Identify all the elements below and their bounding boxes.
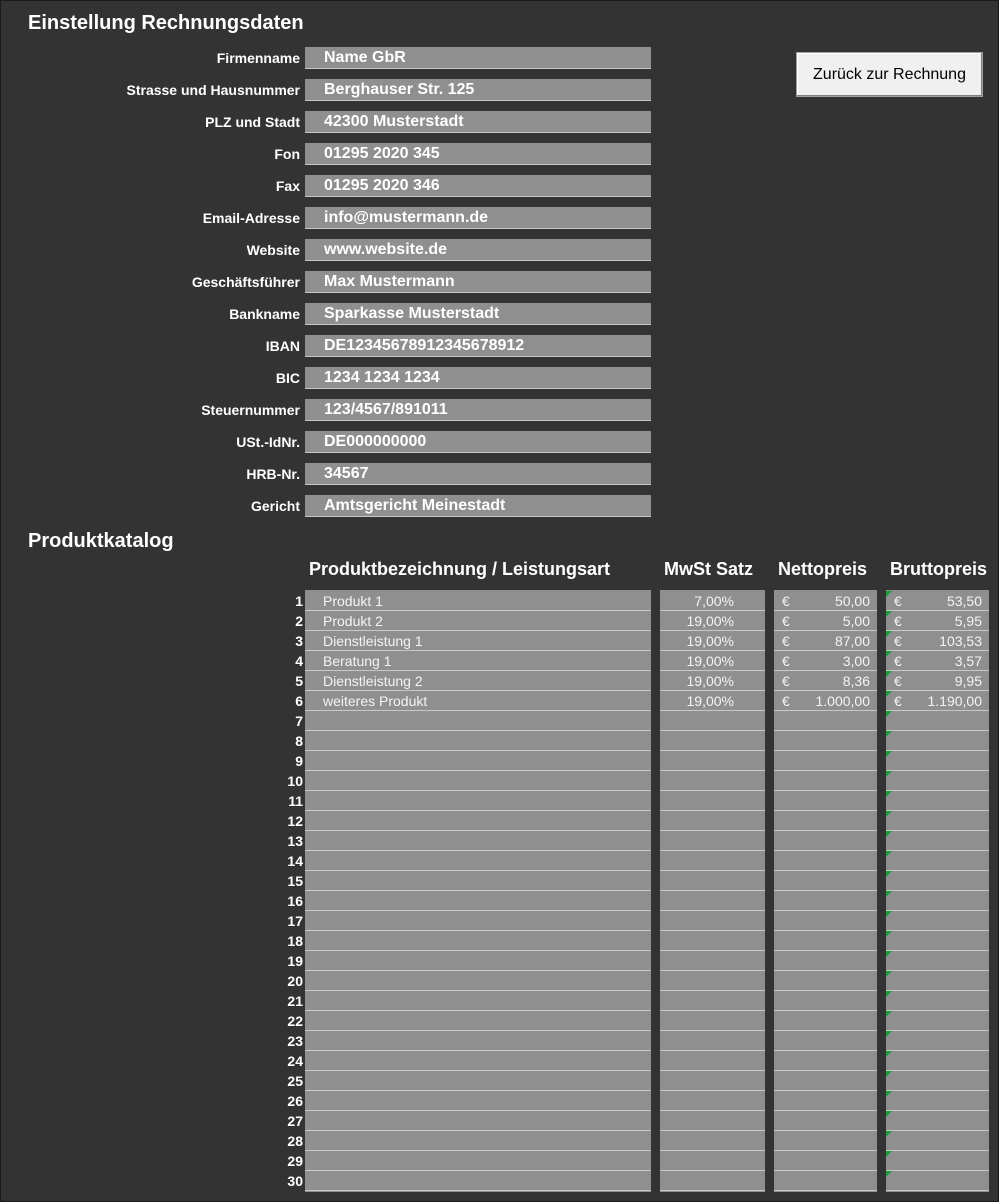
gross-price-cell[interactable] <box>886 1071 989 1091</box>
form-row <box>0 111 660 133</box>
currency-symbol: € <box>782 673 790 689</box>
field-input[interactable]: Berghauser Str. 125 <box>305 79 651 101</box>
gross-price-cell[interactable] <box>886 1011 989 1031</box>
net-price-cell[interactable] <box>774 631 877 651</box>
product-name-cell[interactable] <box>305 811 651 831</box>
gross-price-cell[interactable] <box>886 1051 989 1071</box>
net-price-cell[interactable] <box>774 771 877 791</box>
product-name-cell[interactable] <box>305 1051 651 1071</box>
catalog-title: Produktkatalog <box>28 530 174 552</box>
field-input[interactable]: www.website.de <box>305 239 651 261</box>
mwst-cell[interactable] <box>660 1151 765 1171</box>
table-row <box>0 831 999 851</box>
form-row <box>0 463 660 485</box>
product-name-cell[interactable]: Dienstleistung 1 <box>305 631 651 651</box>
row-number: 28 <box>287 1133 303 1149</box>
gross-price-cell[interactable] <box>886 851 989 871</box>
gross-amount: 1.190,00 <box>927 693 982 709</box>
row-number: 23 <box>287 1033 303 1049</box>
form-row <box>0 175 660 197</box>
table-row <box>0 911 999 931</box>
row-number: 20 <box>287 973 303 989</box>
table-row <box>0 1071 999 1091</box>
table-row <box>0 1111 999 1131</box>
mwst-cell[interactable] <box>660 771 765 791</box>
gross-price-cell[interactable] <box>886 651 989 671</box>
form-row <box>0 143 660 165</box>
net-price-cell[interactable] <box>774 1151 877 1171</box>
product-name-cell[interactable]: Produkt 2 <box>305 611 651 631</box>
row-number: 29 <box>287 1153 303 1169</box>
field-label: Bankname <box>229 306 300 322</box>
field-input[interactable]: 01295 2020 345 <box>305 143 651 165</box>
table-row <box>0 951 999 971</box>
product-name-cell[interactable] <box>305 971 651 991</box>
mwst-cell[interactable]: 7,00% <box>660 591 765 611</box>
formula-marker-icon <box>886 871 892 877</box>
field-label: HRB-Nr. <box>246 466 300 482</box>
product-name-cell[interactable] <box>305 751 651 771</box>
net-price-cell[interactable] <box>774 611 877 631</box>
currency-symbol: € <box>894 653 902 669</box>
net-amount: 5,00 <box>842 613 870 629</box>
field-input[interactable]: Name GbR <box>305 47 651 69</box>
row-number: 1 <box>295 593 303 609</box>
table-row <box>0 711 999 731</box>
formula-marker-icon <box>886 591 892 597</box>
form-row <box>0 431 660 453</box>
product-name-cell[interactable] <box>305 931 651 951</box>
formula-marker-icon <box>886 771 892 777</box>
gross-amount: 3,57 <box>954 653 982 669</box>
field-label: USt.-IdNr. <box>236 434 300 450</box>
row-number: 10 <box>287 773 303 789</box>
product-name-cell[interactable] <box>305 911 651 931</box>
formula-marker-icon <box>886 1151 892 1157</box>
mwst-cell[interactable]: 19,00% <box>660 631 765 651</box>
net-price-cell[interactable] <box>774 951 877 971</box>
form-row <box>0 239 660 261</box>
net-price-cell[interactable] <box>774 751 877 771</box>
net-amount: 3,00 <box>842 653 870 669</box>
form-row <box>0 207 660 229</box>
field-input[interactable]: 34567 <box>305 463 651 485</box>
formula-marker-icon <box>886 731 892 737</box>
net-price-cell[interactable] <box>774 811 877 831</box>
product-name-cell[interactable] <box>305 1111 651 1131</box>
field-label: BIC <box>275 370 300 386</box>
row-number: 16 <box>287 893 303 909</box>
back-to-invoice-button[interactable]: Zurück zur Rechnung <box>796 52 983 97</box>
formula-marker-icon <box>886 951 892 957</box>
gross-price-cell[interactable] <box>886 711 989 731</box>
field-label: Firmenname <box>216 50 300 66</box>
mwst-cell[interactable] <box>660 811 765 831</box>
field-input[interactable]: Max Mustermann <box>305 271 651 293</box>
formula-marker-icon <box>886 1091 892 1097</box>
product-name-cell[interactable] <box>305 871 651 891</box>
product-name-cell[interactable] <box>305 991 651 1011</box>
net-price-cell[interactable] <box>774 1171 877 1191</box>
formula-marker-icon <box>886 1011 892 1017</box>
gross-price-cell[interactable] <box>886 751 989 771</box>
mwst-cell[interactable]: 19,00% <box>660 671 765 691</box>
product-name-cell[interactable] <box>305 831 651 851</box>
net-amount: 87,00 <box>834 633 870 649</box>
field-input[interactable]: Amtsgericht Meinestadt <box>305 495 651 517</box>
formula-marker-icon <box>886 1031 892 1037</box>
currency-symbol: € <box>782 693 790 709</box>
net-price-cell[interactable] <box>774 1071 877 1091</box>
currency-symbol: € <box>894 633 902 649</box>
field-input[interactable]: 01295 2020 346 <box>305 175 651 197</box>
net-price-cell[interactable] <box>774 1051 877 1071</box>
formula-marker-icon <box>886 1071 892 1077</box>
product-name-cell[interactable] <box>305 1151 651 1171</box>
mwst-cell[interactable] <box>660 1071 765 1091</box>
form-row <box>0 303 660 325</box>
form-row <box>0 399 660 421</box>
row-number: 25 <box>287 1073 303 1089</box>
table-row <box>0 991 999 1011</box>
gross-price-cell[interactable] <box>886 1091 989 1111</box>
field-input[interactable]: DE000000000 <box>305 431 651 453</box>
field-input[interactable]: 123/4567/891011 <box>305 399 651 421</box>
formula-marker-icon <box>886 651 892 657</box>
gross-price-cell[interactable] <box>886 811 989 831</box>
table-row <box>0 631 999 651</box>
row-number: 13 <box>287 833 303 849</box>
form-row <box>0 79 660 101</box>
mwst-cell[interactable] <box>660 1131 765 1151</box>
mwst-cell[interactable] <box>660 791 765 811</box>
mwst-cell[interactable] <box>660 1031 765 1051</box>
header-mwst: MwSt Satz <box>664 559 754 579</box>
gross-price-cell[interactable] <box>886 771 989 791</box>
table-row <box>0 651 999 671</box>
table-row <box>0 1051 999 1071</box>
mwst-cell[interactable] <box>660 711 765 731</box>
net-price-cell[interactable] <box>774 931 877 951</box>
table-row <box>0 791 999 811</box>
gross-price-cell[interactable] <box>886 671 989 691</box>
table-row <box>0 751 999 771</box>
product-name-cell[interactable] <box>305 1031 651 1051</box>
row-number: 26 <box>287 1093 303 1109</box>
row-number: 18 <box>287 933 303 949</box>
field-input[interactable]: info@mustermann.de <box>305 207 651 229</box>
form-row <box>0 271 660 293</box>
table-row <box>0 1011 999 1031</box>
field-label: Gericht <box>250 498 300 514</box>
product-name-cell[interactable] <box>305 1011 651 1031</box>
gross-price-cell[interactable] <box>886 951 989 971</box>
table-row <box>0 1171 999 1191</box>
mwst-cell[interactable] <box>660 971 765 991</box>
table-row <box>0 851 999 871</box>
formula-marker-icon <box>886 1111 892 1117</box>
currency-symbol: € <box>894 613 902 629</box>
product-name-cell[interactable] <box>305 771 651 791</box>
row-number: 21 <box>287 993 303 1009</box>
field-input[interactable]: DE12345678912345678912 <box>305 335 651 357</box>
mwst-cell[interactable]: 19,00% <box>660 691 765 711</box>
field-label: Strasse und Hausnummer <box>126 82 300 98</box>
gross-price-cell[interactable] <box>886 691 989 711</box>
row-number: 2 <box>295 613 303 629</box>
mwst-cell[interactable]: 19,00% <box>660 651 765 671</box>
table-row <box>0 691 999 711</box>
product-name-cell[interactable] <box>305 1091 651 1111</box>
net-amount: 1.000,00 <box>815 693 870 709</box>
formula-marker-icon <box>886 991 892 997</box>
currency-symbol: € <box>894 693 902 709</box>
form-row <box>0 367 660 389</box>
net-price-cell[interactable] <box>774 891 877 911</box>
net-price-cell[interactable] <box>774 1111 877 1131</box>
net-amount: 8,36 <box>842 673 870 689</box>
product-name-cell[interactable] <box>305 1171 651 1191</box>
row-number: 30 <box>287 1173 303 1189</box>
row-number: 8 <box>295 733 303 749</box>
product-name-cell[interactable]: Produkt 1 <box>305 591 651 611</box>
gross-price-cell[interactable] <box>886 831 989 851</box>
formula-marker-icon <box>886 931 892 937</box>
gross-price-cell[interactable] <box>886 731 989 751</box>
product-name-cell[interactable] <box>305 791 651 811</box>
table-row <box>0 671 999 691</box>
mwst-cell[interactable] <box>660 1111 765 1131</box>
gross-price-cell[interactable] <box>886 611 989 631</box>
product-name-cell[interactable] <box>305 891 651 911</box>
net-amount: 50,00 <box>834 593 870 609</box>
header-gross-price: Bruttopreis <box>890 559 988 579</box>
gross-price-cell[interactable] <box>886 931 989 951</box>
form-row <box>0 335 660 357</box>
currency-symbol: € <box>894 673 902 689</box>
gross-price-cell[interactable] <box>886 591 989 611</box>
table-row <box>0 591 999 611</box>
net-price-cell[interactable] <box>774 1031 877 1051</box>
formula-marker-icon <box>886 831 892 837</box>
mwst-cell[interactable] <box>660 1171 765 1191</box>
form-row <box>0 495 660 517</box>
row-number: 19 <box>287 953 303 969</box>
formula-marker-icon <box>886 611 892 617</box>
mwst-cell[interactable] <box>660 871 765 891</box>
field-label: Steuernummer <box>201 402 300 418</box>
gross-price-cell[interactable] <box>886 911 989 931</box>
formula-marker-icon <box>886 811 892 817</box>
formula-marker-icon <box>886 891 892 897</box>
net-price-cell[interactable] <box>774 871 877 891</box>
product-name-cell[interactable] <box>305 1071 651 1091</box>
gross-price-cell[interactable] <box>886 1131 989 1151</box>
header-net-price: Nettopreis <box>778 559 868 579</box>
formula-marker-icon <box>886 1131 892 1137</box>
net-price-cell[interactable] <box>774 851 877 871</box>
mwst-cell[interactable] <box>660 1011 765 1031</box>
net-price-cell[interactable] <box>774 911 877 931</box>
field-label: Geschäftsführer <box>191 274 300 290</box>
gross-price-cell[interactable] <box>886 1031 989 1051</box>
gross-amount: 5,95 <box>954 613 982 629</box>
mwst-cell[interactable] <box>660 751 765 771</box>
gross-price-cell[interactable] <box>886 891 989 911</box>
field-input[interactable]: 1234 1234 1234 <box>305 367 651 389</box>
net-price-cell[interactable] <box>774 1091 877 1111</box>
net-price-cell[interactable] <box>774 651 877 671</box>
field-label: Email-Adresse <box>202 210 300 226</box>
table-row <box>0 971 999 991</box>
net-price-cell[interactable] <box>774 831 877 851</box>
product-name-cell[interactable]: Beratung 1 <box>305 651 651 671</box>
row-number: 14 <box>287 853 303 869</box>
row-number: 22 <box>287 1013 303 1029</box>
currency-symbol: € <box>782 593 790 609</box>
table-row <box>0 771 999 791</box>
mwst-cell[interactable] <box>660 831 765 851</box>
gross-price-cell[interactable] <box>886 791 989 811</box>
net-price-cell[interactable] <box>774 591 877 611</box>
gross-price-cell[interactable] <box>886 991 989 1011</box>
net-price-cell[interactable] <box>774 731 877 751</box>
row-number: 5 <box>295 673 303 689</box>
field-label: PLZ und Stadt <box>205 114 300 130</box>
gross-price-cell[interactable] <box>886 631 989 651</box>
field-label: Website <box>246 242 300 258</box>
row-number: 4 <box>295 653 303 669</box>
product-name-cell[interactable] <box>305 951 651 971</box>
formula-marker-icon <box>886 791 892 797</box>
formula-marker-icon <box>886 691 892 697</box>
net-price-cell[interactable] <box>774 1011 877 1031</box>
table-row <box>0 731 999 751</box>
mwst-cell[interactable] <box>660 1091 765 1111</box>
row-number: 7 <box>295 713 303 729</box>
field-input[interactable]: Sparkasse Musterstadt <box>305 303 651 325</box>
field-label: Fon <box>274 146 300 162</box>
table-row <box>0 891 999 911</box>
formula-marker-icon <box>886 1171 892 1177</box>
formula-marker-icon <box>886 971 892 977</box>
header-product-name: Produktbezeichnung / Leistungsart <box>309 559 611 579</box>
row-number: 11 <box>288 793 303 809</box>
formula-marker-icon <box>886 671 892 677</box>
row-number: 17 <box>287 913 303 929</box>
net-price-cell[interactable] <box>774 671 877 691</box>
formula-marker-icon <box>886 711 892 717</box>
field-label: Fax <box>275 178 300 194</box>
settings-title: Einstellung Rechnungsdaten <box>28 12 304 34</box>
net-price-cell[interactable] <box>774 791 877 811</box>
gross-amount: 9,95 <box>954 673 982 689</box>
row-number: 3 <box>295 633 303 649</box>
gross-amount: 103,53 <box>939 633 982 649</box>
table-row <box>0 931 999 951</box>
mwst-cell[interactable] <box>660 851 765 871</box>
net-price-cell[interactable] <box>774 1131 877 1151</box>
net-price-cell[interactable] <box>774 991 877 1011</box>
currency-symbol: € <box>782 613 790 629</box>
table-row <box>0 1031 999 1051</box>
currency-symbol: € <box>894 593 902 609</box>
gross-amount: 53,50 <box>946 593 982 609</box>
gross-price-cell[interactable] <box>886 1111 989 1131</box>
mwst-cell[interactable] <box>660 991 765 1011</box>
table-row <box>0 1131 999 1151</box>
field-input[interactable]: 42300 Musterstadt <box>305 111 651 133</box>
product-name-cell[interactable] <box>305 731 651 751</box>
row-number: 12 <box>287 813 303 829</box>
field-label: IBAN <box>265 338 300 354</box>
mwst-cell[interactable] <box>660 891 765 911</box>
mwst-cell[interactable] <box>660 951 765 971</box>
gross-price-cell[interactable] <box>886 871 989 891</box>
formula-marker-icon <box>886 1051 892 1057</box>
table-row <box>0 871 999 891</box>
formula-marker-icon <box>886 631 892 637</box>
row-number: 6 <box>295 693 303 709</box>
table-row <box>0 811 999 831</box>
product-name-cell[interactable] <box>305 851 651 871</box>
row-number: 9 <box>295 753 303 769</box>
mwst-cell[interactable] <box>660 931 765 951</box>
form-row <box>0 47 660 69</box>
formula-marker-icon <box>886 751 892 757</box>
mwst-cell[interactable] <box>660 1051 765 1071</box>
mwst-cell[interactable] <box>660 911 765 931</box>
gross-price-cell[interactable] <box>886 1171 989 1191</box>
product-name-cell[interactable] <box>305 1131 651 1151</box>
formula-marker-icon <box>886 911 892 917</box>
mwst-cell[interactable] <box>660 731 765 751</box>
product-name-cell[interactable]: weiteres Produkt <box>305 691 651 711</box>
formula-marker-icon <box>886 851 892 857</box>
currency-symbol: € <box>782 633 790 649</box>
mwst-cell[interactable]: 19,00% <box>660 611 765 631</box>
row-number: 27 <box>287 1113 303 1129</box>
row-number: 15 <box>287 873 303 889</box>
net-price-cell[interactable] <box>774 971 877 991</box>
gross-price-cell[interactable] <box>886 971 989 991</box>
table-row <box>0 1091 999 1111</box>
net-price-cell[interactable] <box>774 711 877 731</box>
row-number: 24 <box>287 1053 303 1069</box>
table-row <box>0 1151 999 1171</box>
product-name-cell[interactable] <box>305 711 651 731</box>
currency-symbol: € <box>782 653 790 669</box>
table-row <box>0 611 999 631</box>
net-price-cell[interactable] <box>774 691 877 711</box>
product-name-cell[interactable]: Dienstleistung 2 <box>305 671 651 691</box>
gross-price-cell[interactable] <box>886 1151 989 1171</box>
